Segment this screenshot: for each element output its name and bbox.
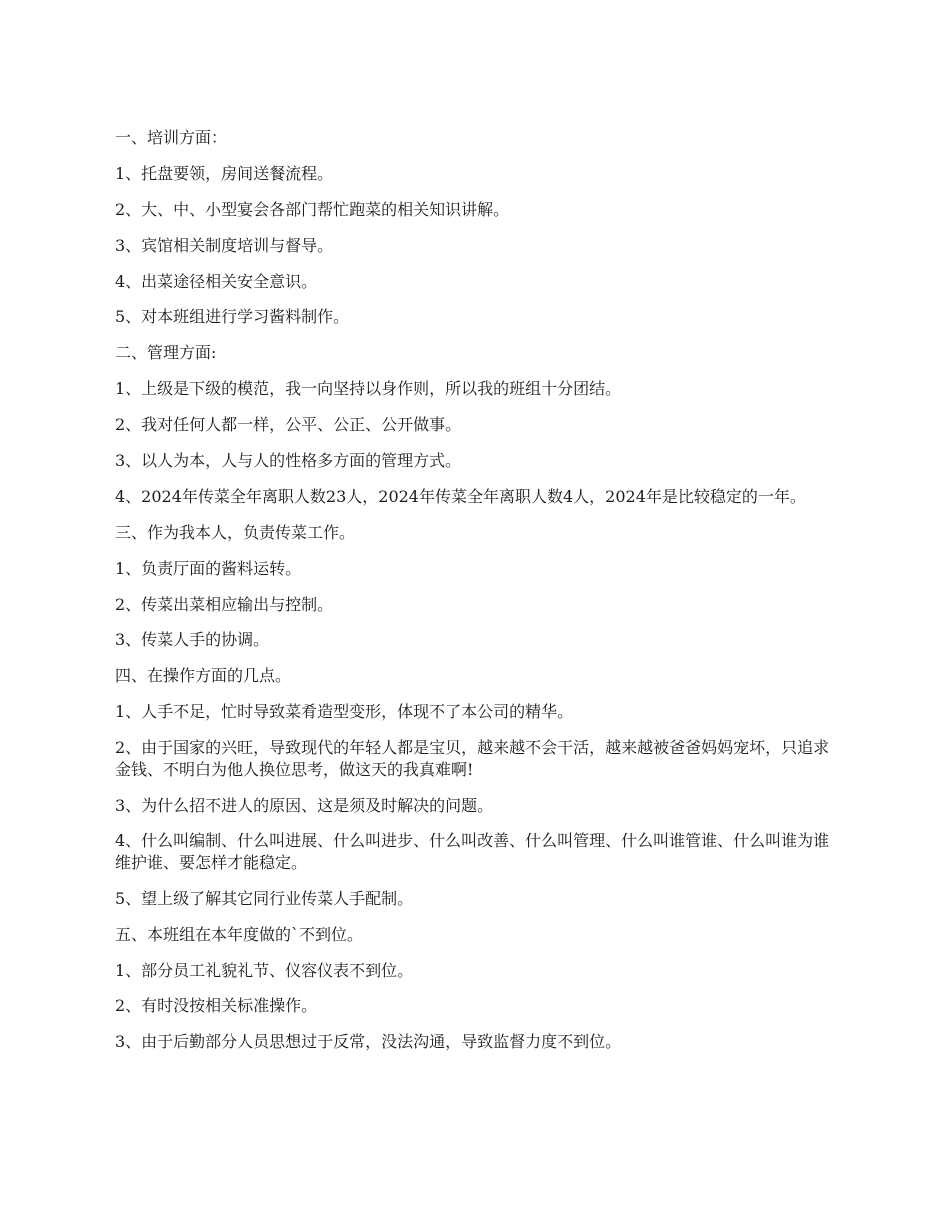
list-item: 1、托盘要领，房间送餐流程。 [115,163,334,183]
list-item: 4、2024年传菜全年离职人数23人，2024年传菜全年离职人数4人，2024年是比较稳定的一年。 [115,486,806,506]
section-heading-personal-duties: 三、作为我本人，负责传菜工作。 [115,522,356,542]
section-heading-operations: 四、在操作方面的几点。 [115,666,292,686]
list-item: 4、什么叫编制、什么叫进展、什么叫进步、什么叫改善、什么叫管理、什么叫谁管谁、什么叫谁为谁维护谁、要怎样才能稳定。 [115,831,830,872]
section-heading-training: 一、培训方面： [115,128,228,147]
section-heading-management: 二、管理方面: [115,343,217,363]
list-item: 2、有时没按相关标准操作。 [115,996,318,1016]
list-item: 4、出菜途径相关安全意识。 [115,271,318,291]
list-item: 1、人手不足，忙时导致菜肴造型变形，体现不了本公司的精华。 [115,702,574,722]
list-item: 3、宾馆相关制度培训与督导。 [115,235,334,255]
list-item: 3、传菜人手的协调。 [115,630,270,650]
list-item: 1、部分员工礼貌礼节、仪容仪表不到位。 [115,960,414,980]
list-item: 3、由于后勤部分人员思想过于反常，没法沟通，导致监督力度不到位。 [115,1032,622,1052]
list-item: 5、对本班组进行学习酱料制作。 [115,307,350,327]
section-heading-shortcomings: 五、本班组在本年度做的`不到位。 [115,924,364,944]
list-item: 2、大、中、小型宴会各部门帮忙跑菜的相关知识讲解。 [115,199,510,219]
list-item: 3、以人为本，人与人的性格多方面的管理方式。 [115,451,462,471]
list-item: 2、由于国家的兴旺，导致现代的年轻人都是宝贝，越来越不会干活，越来越被爸爸妈妈宠坏，只追求金钱、不明白为他人换位思考，做这天的我真难啊! [115,738,830,779]
document-body [115,127,837,1067]
list-item: 5、望上级了解其它同行业传菜人手配制。 [115,888,414,908]
list-item: 1、上级是下级的模范，我一向坚持以身作则，所以我的班组十分团结。 [115,379,622,399]
list-item: 2、我对任何人都一样，公平、公正、公开做事。 [115,415,462,435]
list-item: 1、负责厅面的酱料运转。 [115,558,302,578]
list-item: 3、为什么招不进人的原因、这是须及时解决的问题。 [115,795,494,815]
list-item: 2、传菜出菜相应输出与控制。 [115,594,334,614]
